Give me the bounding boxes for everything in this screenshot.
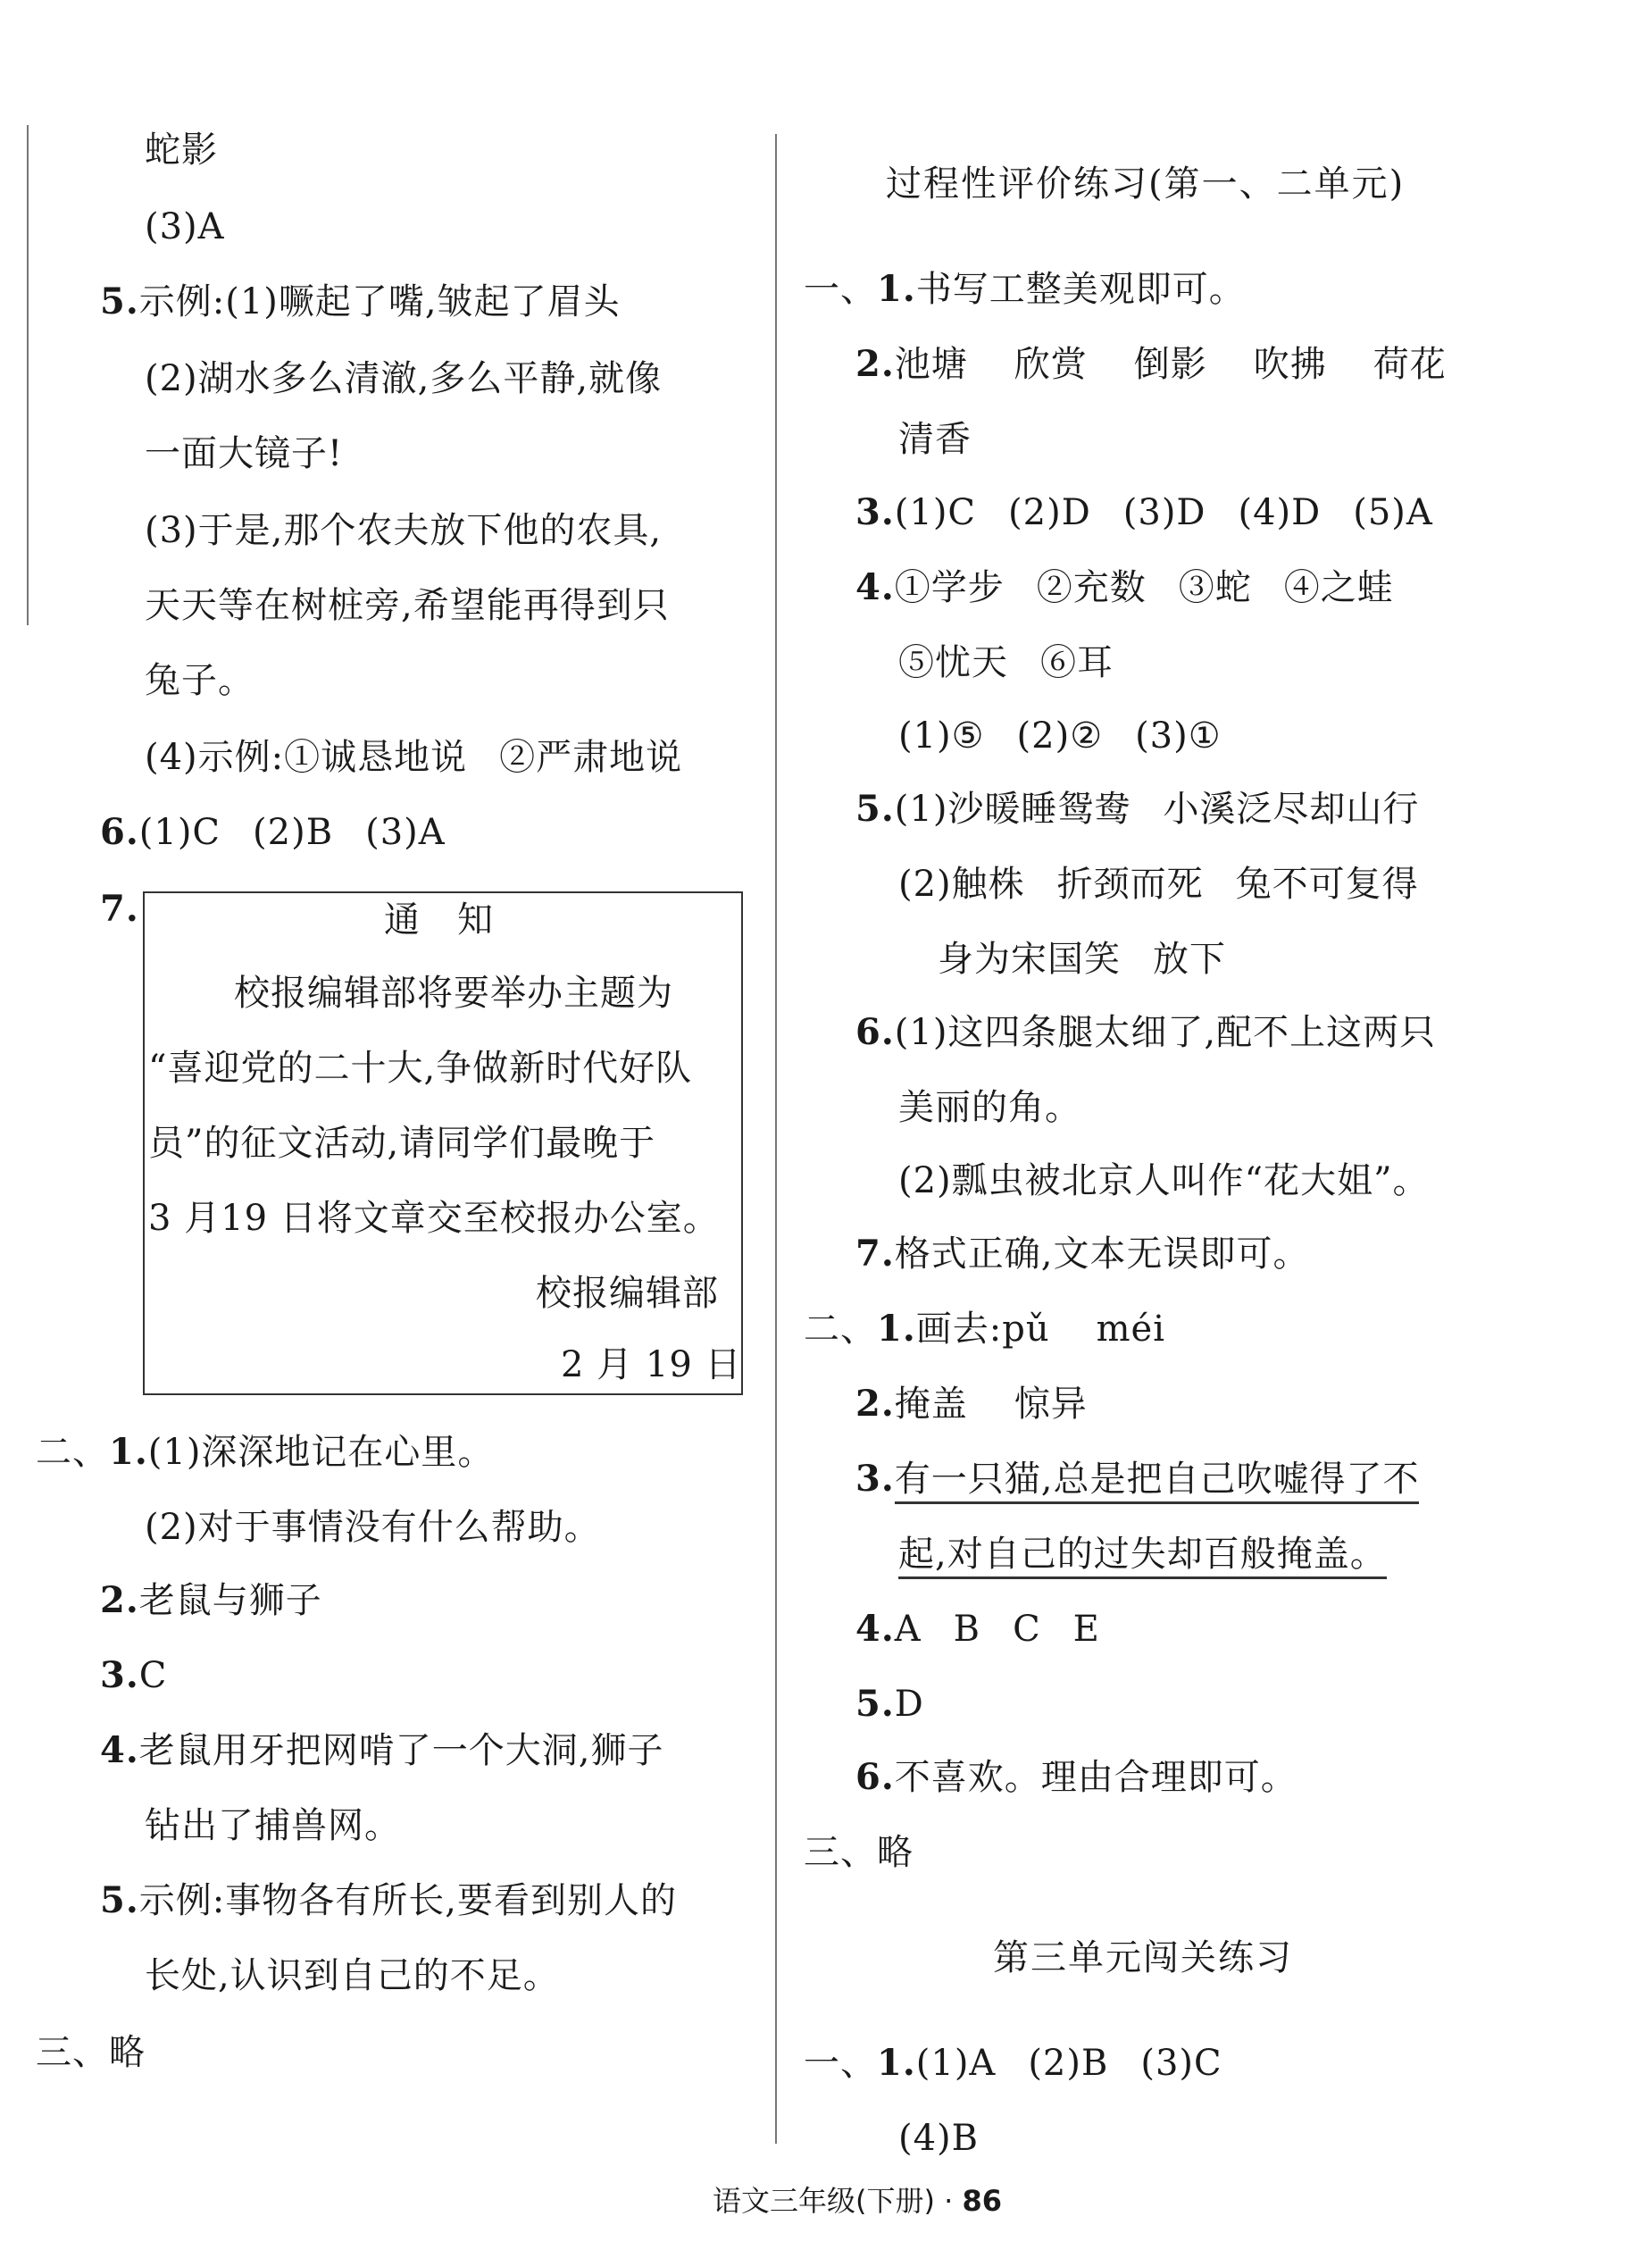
answer-word: 荷花 <box>1372 344 1447 385</box>
question-number: 5. <box>100 1879 139 1921</box>
question-number: 7. <box>855 1233 895 1275</box>
notice-body-line: “喜迎党的二十大,争做新时代好队 <box>148 1048 693 1089</box>
question-number: 6. <box>100 811 139 853</box>
answer-text: 兔不可复得 <box>1235 864 1419 905</box>
answer-item: ⑤忧天 <box>898 642 1008 683</box>
answer-text: 不喜欢。理由合理即可。 <box>894 1757 1297 1798</box>
unit3-q1 <box>804 2038 1222 2088</box>
question-number: 3. <box>855 491 895 533</box>
question-number: 5. <box>100 280 139 322</box>
answer-item: (1)⑤ <box>898 715 985 757</box>
answer-word: 吹拂 <box>1253 344 1327 385</box>
answer-line: 一面大镜子! <box>145 433 344 474</box>
answer-text: (4)示例:①诚恳地说 <box>145 737 468 778</box>
answer-text: (3)A <box>365 812 446 853</box>
answer-text: 画去:pǔ <box>915 1309 1050 1350</box>
notice-title: 通 知 <box>384 899 494 941</box>
answer-item: A <box>894 1609 922 1650</box>
section-2-q2 <box>100 1576 322 1626</box>
answer-item: (3)C <box>1140 2043 1222 2084</box>
question-4 <box>855 563 1394 613</box>
answer-text: 身为宋国笑 <box>938 939 1121 980</box>
question-2 <box>855 339 1447 389</box>
answer-line: 蛇影 <box>145 130 218 171</box>
question-6 <box>100 807 446 857</box>
section-prefix: 一、 <box>804 269 877 310</box>
underlined-answer: 起,对自己的过失却百般掩盖。 <box>898 1534 1387 1579</box>
answer-line: 钻出了捕兽网。 <box>145 1805 401 1846</box>
answer-text: 掩盖 <box>894 1384 968 1425</box>
answer-line: 天天等在树桩旁,希望能再得到只 <box>145 585 670 626</box>
answer-line: (3)于是,那个农夫放下他的农具, <box>145 510 663 551</box>
answer-item: (2)② <box>1016 715 1104 757</box>
answer-item: (5)A <box>1353 492 1433 533</box>
notice-body-line: 3 月19 日将文章交至校报办公室。 <box>148 1198 720 1239</box>
question-number: 6. <box>855 1011 895 1053</box>
answer-text: (2)触株 <box>898 864 1025 905</box>
question-number: 1. <box>877 2042 916 2084</box>
section-2-q1 <box>36 1427 494 1477</box>
question-number: 1. <box>877 1308 916 1350</box>
question-number: 4. <box>855 566 895 608</box>
answer-item: (3)① <box>1135 715 1222 757</box>
answer-item: E <box>1072 1609 1100 1650</box>
question-number: 1. <box>109 1431 148 1473</box>
question-number: 4. <box>100 1729 139 1771</box>
answer-item: ②充数 <box>1036 567 1147 608</box>
section-2-q5 <box>855 1679 924 1729</box>
page-footer <box>713 2183 1002 2219</box>
answer-item: ③蛇 <box>1178 567 1252 608</box>
footer-subject: 语文三年级(下册) <box>713 2184 935 2218</box>
question-number: 6. <box>855 1756 895 1798</box>
answer-text: 格式正确,文本无误即可。 <box>894 1234 1310 1275</box>
answer-word: 欣赏 <box>1014 344 1088 385</box>
column-divider <box>775 134 777 2144</box>
answer-text: (1)深深地记在心里。 <box>147 1432 495 1473</box>
question-6 <box>855 1008 1436 1058</box>
section-2-q3 <box>855 1454 1419 1504</box>
answer-line <box>938 934 1226 984</box>
section-2-q1 <box>804 1304 1165 1354</box>
question-number: 1. <box>877 268 916 310</box>
notice-body-line: 校报编辑部将要举办主题为 <box>234 973 673 1014</box>
answer-text: D <box>894 1684 924 1725</box>
answer-text: 书写工整美观即可。 <box>915 269 1246 310</box>
answer-line: 美丽的角。 <box>898 1087 1081 1128</box>
answer-text: 老鼠用牙把网啃了一个大洞,狮子 <box>138 1730 664 1771</box>
answer-line <box>898 711 1222 761</box>
answer-line <box>145 732 682 782</box>
answer-item: ④之蛙 <box>1283 567 1394 608</box>
answer-line: 兔子。 <box>145 660 254 701</box>
answer-item: ①学步 <box>894 567 1005 608</box>
notice-body-line: 员”的征文活动,请同学们最晚于 <box>148 1123 656 1164</box>
answer-text: C <box>138 1655 168 1696</box>
footer-dot: · <box>944 2184 954 2218</box>
left-margin-line <box>27 125 29 625</box>
question-1 <box>804 264 1246 314</box>
answer-line: 长处,认识到自己的不足。 <box>145 1955 560 1996</box>
answer-item: ⑥耳 <box>1040 642 1114 683</box>
answer-text: ②严肃地说 <box>499 737 683 778</box>
answer-line: (2)湖水多么清澈,多么平静,就像 <box>145 358 663 399</box>
answer-item: (2)D <box>1008 492 1091 533</box>
answer-line: (2)瓢虫被北京人叫作“花大姐”。 <box>898 1160 1430 1201</box>
answer-text: 小溪泛尽却山行 <box>1163 789 1420 830</box>
question-5 <box>855 784 1419 834</box>
notice-date: 2 月 19 日 <box>561 1344 742 1385</box>
answer-item: B <box>953 1609 981 1650</box>
question-5 <box>100 277 621 327</box>
answer-line: (2)对于事情没有什么帮助。 <box>145 1507 601 1548</box>
question-number: 2. <box>100 1579 139 1621</box>
answer-text: 折颈而死 <box>1056 864 1204 905</box>
section-3: 三、略 <box>804 1832 914 1873</box>
answer-line: (4)B <box>898 2118 980 2159</box>
question-number: 2. <box>855 343 895 385</box>
question-number: 2. <box>855 1383 895 1425</box>
section-prefix: 二、 <box>36 1432 109 1473</box>
answer-text: (1)C <box>138 812 221 853</box>
answer-item: (3)D <box>1122 492 1206 533</box>
answer-item: (1)C <box>894 492 977 533</box>
answer-word: 倒影 <box>1133 344 1207 385</box>
answer-text: (1)沙暖睡鸳鸯 <box>894 789 1131 830</box>
answer-line <box>898 859 1419 909</box>
section-2-q5 <box>100 1876 677 1926</box>
section-2-q3 <box>100 1651 167 1701</box>
answer-line: 清香 <box>898 419 972 460</box>
section-prefix: 一、 <box>804 2043 877 2084</box>
answer-text: 示例:(1)噘起了嘴,皱起了眉头 <box>138 281 621 322</box>
question-number: 3. <box>855 1458 895 1500</box>
section-2-q4 <box>100 1726 663 1776</box>
question-number: 3. <box>100 1654 139 1696</box>
answer-item: C <box>1013 1609 1041 1650</box>
answer-text: méi <box>1096 1309 1166 1350</box>
question-number: 5. <box>855 788 895 830</box>
underlined-answer: 有一只猫,总是把自己吹嘘得了不 <box>895 1459 1420 1504</box>
section-2-q2 <box>855 1379 1088 1429</box>
notice-signature: 校报编辑部 <box>536 1273 719 1314</box>
answer-text: 示例:事物各有所长,要看到别人的 <box>138 1880 677 1921</box>
section-3: 三、略 <box>36 2032 146 2073</box>
question-number: 5. <box>855 1683 895 1725</box>
section-2-q4 <box>855 1604 1100 1654</box>
answer-item: (4)D <box>1238 492 1322 533</box>
answer-word: 池塘 <box>894 344 968 385</box>
answer-item: (1)A <box>915 2043 997 2084</box>
section-title: 第三单元闯关练习 <box>993 1937 1293 1978</box>
answer-item: (2)B <box>1028 2043 1109 2084</box>
section-title: 过程性评价练习(第一、二单元) <box>886 163 1406 205</box>
answer-line: (3)A <box>145 206 225 247</box>
question-number: 7. <box>100 888 139 930</box>
page-number: 86 <box>962 2184 1003 2218</box>
answer-line <box>898 1529 1387 1579</box>
question-number: 4. <box>855 1608 895 1650</box>
answer-text: 老鼠与狮子 <box>138 1580 322 1621</box>
answer-text: (2)B <box>253 812 334 853</box>
section-prefix: 二、 <box>804 1309 877 1350</box>
answer-text: 惊异 <box>1014 1384 1088 1425</box>
question-3 <box>855 488 1433 538</box>
question-7 <box>855 1229 1309 1279</box>
answer-text: 放下 <box>1153 939 1226 980</box>
section-2-q6 <box>855 1752 1297 1802</box>
answer-text: (1)这四条腿太细了,配不上这两只 <box>894 1012 1437 1053</box>
answer-line <box>898 638 1114 688</box>
